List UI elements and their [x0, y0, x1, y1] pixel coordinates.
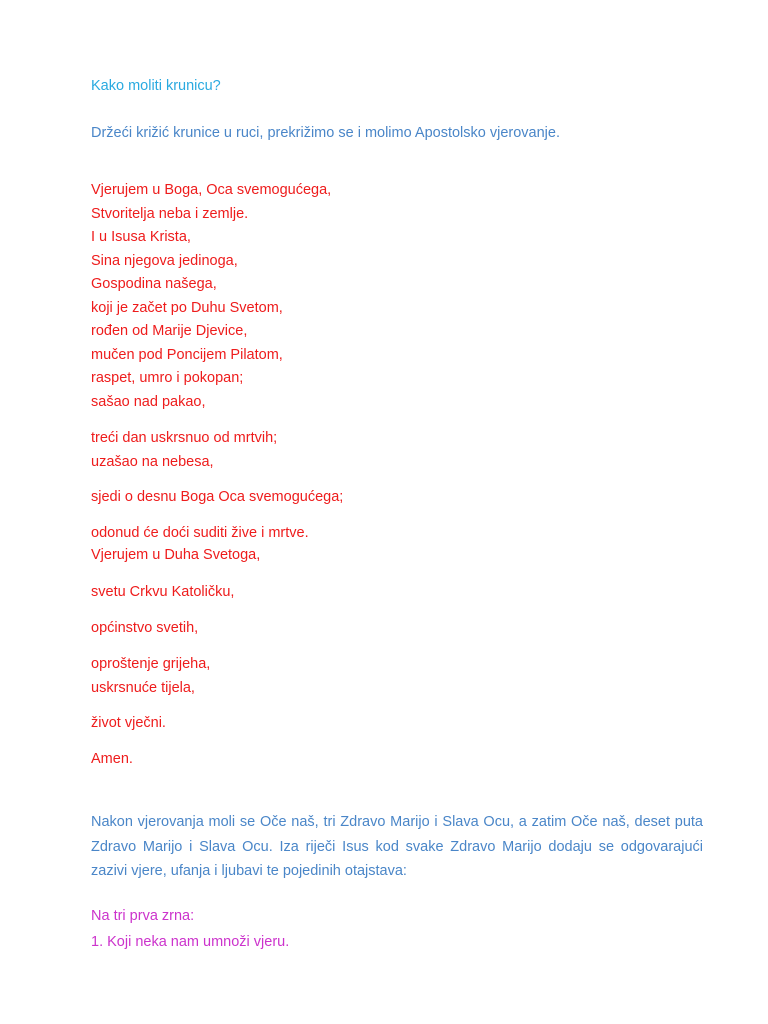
creed-amen: Amen. — [91, 751, 133, 767]
instructions-paragraph: Nakon vjerovanja moli se Oče naš, tri Zdravo Marijo i Slava Ocu, a zatim Oče naš, deset puta Zdravo Marijo i Slava Ocu. Iza riječi Isus kod svake Zdravo Marijo dodaju se odgovarajući zazivi vjere, ufanja i ljubavi te pojedinih otajstava: — [91, 814, 703, 879]
creed-line: koji je začet po Duhu Svetom, — [91, 300, 283, 316]
creed-line: uzašao na nebesa, — [91, 454, 214, 470]
creed-line: općinstvo svetih, — [91, 620, 199, 636]
creed-line: treći dan uskrsnuo od mrtvih; — [91, 430, 278, 446]
creed-line: Stvoritelja neba i zemlje. — [91, 206, 249, 222]
list-item: 1. Koji neka nam umnoži vjeru. — [91, 934, 290, 950]
creed-line: sjedi o desnu Boga Oca svemogućega; — [91, 489, 344, 505]
creed-line: Vjerujem u Boga, Oca svemogućega, — [91, 182, 332, 198]
section-heading: Na tri prva zrna: — [91, 908, 195, 924]
creed-line: svetu Crkvu Katoličku, — [91, 584, 235, 600]
creed-line: raspet, umro i pokopan; — [91, 370, 244, 386]
document-title: Kako moliti krunicu? — [91, 78, 221, 94]
creed-line: uskrsnuće tijela, — [91, 680, 195, 696]
creed-line: rođen od Marije Djevice, — [91, 323, 248, 339]
creed-line: Gospodina našega, — [91, 276, 217, 292]
creed-line: Sina njegova jedinoga, — [91, 253, 238, 269]
creed-line: I u Isusa Krista, — [91, 229, 191, 245]
creed-line: Vjerujem u Duha Svetoga, — [91, 547, 261, 563]
intro-text: Držeći križić krunice u ruci, prekrižimo se i molimo Apostolsko vjerovanje. — [91, 125, 560, 141]
creed-line: odonud će doći suditi žive i mrtve. — [91, 525, 309, 541]
creed-line: život vječni. — [91, 715, 166, 731]
creed-line: sašao nad pakao, — [91, 394, 206, 410]
creed-line: oproštenje grijeha, — [91, 656, 211, 672]
creed-line: mučen pod Poncijem Pilatom, — [91, 347, 283, 363]
